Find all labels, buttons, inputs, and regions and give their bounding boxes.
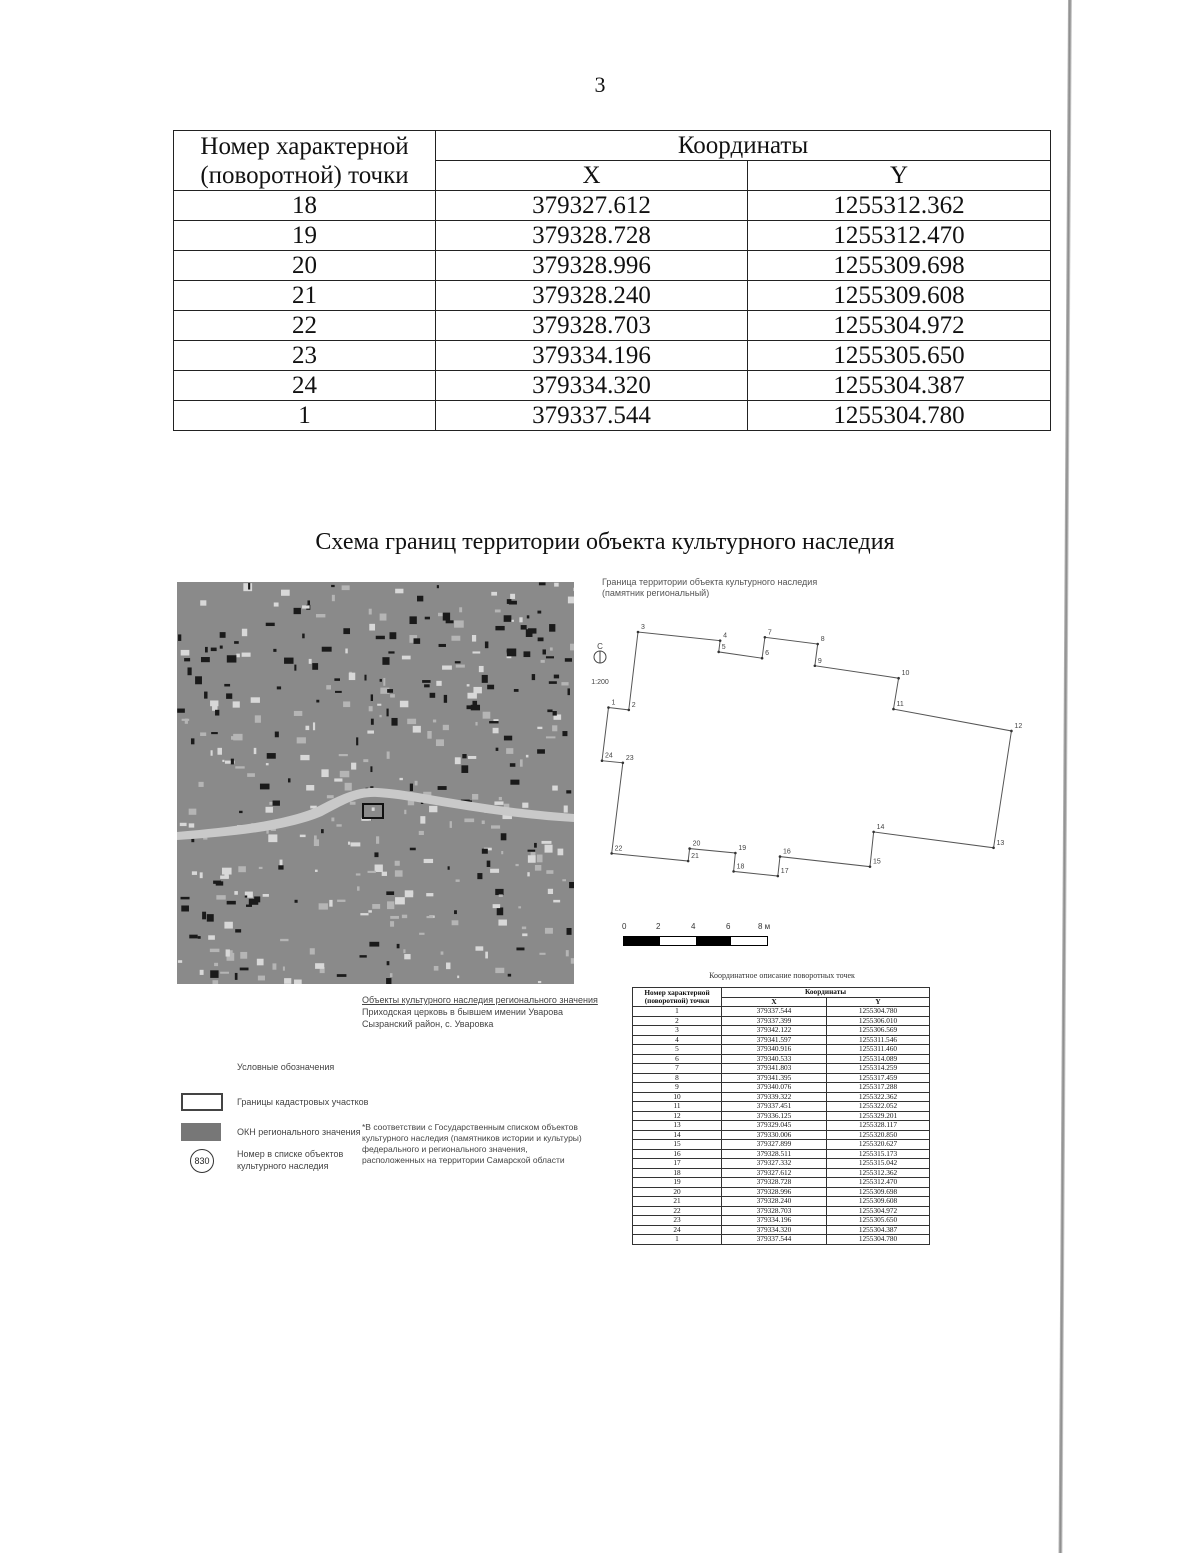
small-header-x: X	[722, 997, 827, 1007]
boundary-point	[869, 865, 872, 868]
boundary-point	[777, 875, 780, 878]
small-table-cell: 14	[633, 1130, 722, 1140]
small-table-cell: 379328.703	[722, 1206, 827, 1216]
small-table-cell: 379341.803	[722, 1064, 827, 1074]
point-number-cell: 19	[174, 221, 436, 251]
boundary-point-label: 9	[817, 657, 822, 665]
y-coordinate-cell: 1255304.780	[748, 401, 1051, 431]
boundary-point	[622, 761, 625, 764]
boundary-point	[610, 852, 613, 855]
boundary-point-label: 3	[641, 624, 645, 631]
boundary-point	[779, 855, 782, 858]
small-table-row	[633, 1178, 930, 1188]
boundary-point	[816, 643, 819, 646]
boundary-point-label: 18	[736, 863, 745, 871]
small-table-row	[633, 1045, 930, 1055]
boundary-point-label: 24	[605, 752, 613, 760]
boundary-point	[892, 708, 895, 711]
small-table-cell: 1255304.972	[827, 1206, 930, 1216]
boundary-point	[719, 639, 722, 642]
small-table-row	[633, 1235, 930, 1245]
boundary-point-label: 11	[896, 701, 904, 709]
small-table-cell: 379334.196	[722, 1216, 827, 1226]
small-table-cell: 6	[633, 1054, 722, 1064]
small-table-cell: 1255317.288	[827, 1083, 930, 1093]
boundary-point-label: 1	[611, 699, 616, 707]
small-table-cell: 379341.597	[722, 1035, 827, 1045]
small-table-cell: 1255312.470	[827, 1178, 930, 1188]
small-table-cell: 379334.320	[722, 1225, 827, 1235]
map-image	[177, 582, 574, 984]
boundary-point	[872, 831, 875, 834]
small-table-cell: 24	[633, 1225, 722, 1235]
small-table-cell: 379327.612	[722, 1168, 827, 1178]
small-header-coords: Координаты	[722, 988, 930, 998]
scale-tick-label: 6	[726, 922, 731, 931]
boundary-polygon	[602, 632, 1011, 876]
small-header-y: Y	[827, 997, 930, 1007]
small-table-cell: 4	[633, 1035, 722, 1045]
small-table-cell: 2	[633, 1016, 722, 1026]
boundary-point-label: 10	[901, 670, 910, 678]
boundary-point-label: 16	[782, 848, 791, 856]
table-row	[174, 221, 1051, 251]
x-coordinate-cell: 379337.544	[436, 401, 748, 431]
scale-bar	[623, 936, 768, 946]
legend-cadastral-swatch	[181, 1093, 223, 1111]
small-table-cell: 5	[633, 1045, 722, 1055]
boundary-point	[761, 657, 764, 660]
x-coordinate-cell: 379328.728	[436, 221, 748, 251]
north-arrow-icon	[594, 651, 606, 663]
boundary-point-label: 6	[765, 650, 769, 658]
boundary-point	[897, 677, 900, 680]
boundary-point	[687, 860, 690, 863]
boundary-point	[814, 664, 817, 667]
table-row	[174, 371, 1051, 401]
small-table-cell: 379341.395	[722, 1073, 827, 1083]
small-table-cell: 1255312.362	[827, 1168, 930, 1178]
small-table-cell: 379337.544	[722, 1235, 827, 1245]
boundary-point-label: 5	[721, 643, 726, 651]
legend-cadastral-label: Границы кадастровых участков	[237, 1097, 369, 1107]
boundary-point	[732, 870, 735, 873]
scale-tick-label: 0	[622, 922, 627, 931]
boundary-point-label: 2	[631, 701, 636, 709]
y-coordinate-cell: 1255309.608	[748, 281, 1051, 311]
table-row	[174, 401, 1051, 431]
table-row	[174, 191, 1051, 221]
x-coordinate-cell: 379334.196	[436, 341, 748, 371]
small-table-row	[633, 1026, 930, 1036]
small-table-cell: 379328.996	[722, 1187, 827, 1197]
small-table-cell: 379328.240	[722, 1197, 827, 1207]
scale-text: 1:200	[591, 679, 609, 686]
x-coordinate-cell: 379328.996	[436, 251, 748, 281]
legend-number-label: Номер в списке объектов культурного наследия	[237, 1149, 344, 1171]
map-caption-line: Объекты культурного наследия регионального значения	[362, 995, 598, 1005]
y-coordinate-cell: 1255312.362	[748, 191, 1051, 221]
small-table-row	[633, 1121, 930, 1131]
small-table-cell: 1255314.089	[827, 1054, 930, 1064]
small-table-cell: 1255304.780	[827, 1235, 930, 1245]
boundary-point-label: 7	[767, 629, 772, 637]
small-table-cell: 7	[633, 1064, 722, 1074]
small-table-cell: 1255320.850	[827, 1130, 930, 1140]
boundary-point-label: 4	[723, 632, 728, 640]
y-coordinate-cell: 1255312.470	[748, 221, 1051, 251]
map-caption-line: Сызранский район, с. Уваровка	[362, 1019, 494, 1029]
boundary-point-label: 15	[872, 858, 881, 866]
small-table-row	[633, 1064, 930, 1074]
small-table-cell: 1255322.362	[827, 1092, 930, 1102]
boundary-points	[601, 624, 1023, 877]
boundary-point-label: 21	[691, 853, 699, 861]
point-number-cell: 24	[174, 371, 436, 401]
boundary-diagram	[590, 610, 1050, 910]
boundary-point	[992, 846, 995, 849]
small-table-cell: 379340.076	[722, 1083, 827, 1093]
header-coordinates: Координаты	[436, 131, 1051, 161]
table-row	[174, 281, 1051, 311]
boundary-point	[764, 636, 767, 639]
x-coordinate-cell: 379334.320	[436, 371, 748, 401]
small-table-cell: 379339.322	[722, 1092, 827, 1102]
legend-heritage-label: ОКН регионального значения	[237, 1127, 361, 1137]
small-table-cell: 379340.533	[722, 1054, 827, 1064]
legend-heritage-swatch	[181, 1123, 221, 1141]
small-table-cell: 379337.544	[722, 1007, 827, 1017]
small-table-cell: 1255309.608	[827, 1197, 930, 1207]
small-table-cell: 1255320.627	[827, 1140, 930, 1150]
small-table-cell: 1255304.387	[827, 1225, 930, 1235]
small-table-cell: 1255328.117	[827, 1121, 930, 1131]
small-table-cell: 379328.728	[722, 1178, 827, 1188]
small-table-cell: 1255322.052	[827, 1102, 930, 1112]
boundary-point-label: 20	[692, 840, 701, 848]
boundary-point-label: 22	[614, 845, 623, 853]
small-table-cell: 1	[633, 1007, 722, 1017]
boundary-point	[717, 651, 720, 654]
small-table-cell: 379337.399	[722, 1016, 827, 1026]
page-number: 3	[594, 72, 606, 97]
small-table-row	[633, 1216, 930, 1226]
scale-labels	[620, 922, 780, 934]
boundary-point	[607, 706, 610, 709]
legend-number-badge: 830	[190, 1149, 214, 1173]
map-caption-line: Приходская церковь в бывшем имении Уварова	[362, 1007, 563, 1017]
small-table-cell: 379336.125	[722, 1111, 827, 1121]
small-table-cell: 17	[633, 1159, 722, 1169]
small-table-cell: 12	[633, 1111, 722, 1121]
boundary-point-label: 12	[1014, 722, 1023, 730]
boundary-point	[601, 759, 604, 762]
boundary-point	[627, 709, 630, 712]
north-label: С	[597, 642, 603, 651]
small-table-row	[633, 1140, 930, 1150]
small-table-cell: 379327.899	[722, 1140, 827, 1150]
small-table-cell: 1255311.546	[827, 1035, 930, 1045]
small-table-cell: 1	[633, 1235, 722, 1245]
small-table-cell: 1255304.780	[827, 1007, 930, 1017]
small-table-cell: 1255306.010	[827, 1016, 930, 1026]
scale-tick-label: 8 м	[758, 922, 771, 931]
small-table-cell: 3	[633, 1026, 722, 1036]
coordinates-table-body	[174, 191, 1051, 431]
table-row	[174, 341, 1051, 371]
scheme-title: Схема границ территории объекта культурного наследия	[315, 529, 895, 555]
x-coordinate-cell: 379327.612	[436, 191, 748, 221]
small-table-cell: 23	[633, 1216, 722, 1226]
small-table-cell: 379330.006	[722, 1130, 827, 1140]
small-table-cell: 20	[633, 1187, 722, 1197]
legend-footnote: *В соответствии с Государственным списком объектов культурного наследия (памятников истории и культуры) федерального и регионального значения, расположенных на территории Самарской области	[362, 1122, 582, 1165]
small-table-row	[633, 1197, 930, 1207]
small-table-cell: 15	[633, 1140, 722, 1150]
header-y: Y	[748, 161, 1051, 191]
boundary-point-label: 17	[780, 868, 789, 876]
header-x: X	[436, 161, 748, 191]
small-table-cell: 1255314.259	[827, 1064, 930, 1074]
small-table-cell: 1255306.569	[827, 1026, 930, 1036]
boundary-point	[734, 852, 737, 855]
header-point-number: Номер характерной (поворотной) точки	[174, 131, 436, 191]
small-table-caption: Координатное описание поворотных точек	[709, 971, 855, 980]
small-table-cell: 379340.916	[722, 1045, 827, 1055]
point-number-cell: 21	[174, 281, 436, 311]
scale-tick-label: 2	[656, 922, 661, 931]
point-number-cell: 20	[174, 251, 436, 281]
small-table-cell: 11	[633, 1102, 722, 1112]
boundary-point	[688, 847, 691, 850]
table-row	[174, 311, 1051, 341]
boundary-point	[1010, 730, 1013, 733]
small-table-cell: 19	[633, 1178, 722, 1188]
boundary-title	[602, 577, 817, 599]
small-table-cell: 379329.045	[722, 1121, 827, 1131]
y-coordinate-cell: 1255305.650	[748, 341, 1051, 371]
small-table-cell: 16	[633, 1149, 722, 1159]
table-header-row	[174, 131, 1051, 161]
small-table-cell: 1255315.173	[827, 1149, 930, 1159]
small-table-cell: 8	[633, 1073, 722, 1083]
x-coordinate-cell: 379328.240	[436, 281, 748, 311]
small-table-row	[633, 1083, 930, 1093]
scan-page-edge	[1059, 0, 1072, 1553]
x-coordinate-cell: 379328.703	[436, 311, 748, 341]
small-table-cell: 21	[633, 1197, 722, 1207]
table-row	[174, 251, 1051, 281]
small-table-body	[633, 1007, 930, 1245]
point-number-cell: 1	[174, 401, 436, 431]
small-table-cell: 18	[633, 1168, 722, 1178]
y-coordinate-cell: 1255304.387	[748, 371, 1051, 401]
small-table-cell: 1255317.459	[827, 1073, 930, 1083]
small-table-row	[633, 1159, 930, 1169]
boundary-point-label: 13	[996, 839, 1005, 847]
point-number-cell: 22	[174, 311, 436, 341]
small-table-cell: 22	[633, 1206, 722, 1216]
small-table-cell: 1255315.042	[827, 1159, 930, 1169]
small-table-cell: 1255309.698	[827, 1187, 930, 1197]
small-table-row	[633, 1102, 930, 1112]
point-number-cell: 18	[174, 191, 436, 221]
point-number-cell: 23	[174, 341, 436, 371]
y-coordinate-cell: 1255304.972	[748, 311, 1051, 341]
y-coordinate-cell: 1255309.698	[748, 251, 1051, 281]
small-table-cell: 379327.332	[722, 1159, 827, 1169]
small-table-cell: 1255305.650	[827, 1216, 930, 1226]
legend-title: Условные обозначения	[237, 1062, 335, 1072]
small-table-cell: 379342.122	[722, 1026, 827, 1036]
boundary-point-label: 19	[738, 845, 747, 853]
boundary-title-line: Граница территории объекта культурного наследия	[602, 577, 818, 587]
satellite-map	[177, 582, 574, 984]
map-caption	[362, 994, 598, 1030]
small-table-row	[633, 1007, 930, 1017]
small-table-cell: 10	[633, 1092, 722, 1102]
boundary-point-label: 8	[820, 635, 825, 643]
boundary-point-label: 14	[876, 823, 885, 831]
boundary-point-label: 23	[625, 754, 634, 762]
small-header-point: Номер характерной (поворотной) точки	[633, 988, 722, 1007]
small-table-cell: 1255311.460	[827, 1045, 930, 1055]
small-table-cell: 9	[633, 1083, 722, 1093]
small-coordinates-table	[632, 987, 930, 1245]
small-table-cell: 13	[633, 1121, 722, 1131]
boundary-point	[637, 631, 640, 634]
scale-tick-label: 4	[691, 922, 696, 931]
coordinates-table	[173, 130, 1051, 431]
boundary-title-line: (памятник региональный)	[602, 588, 710, 598]
small-table-cell: 1255329.201	[827, 1111, 930, 1121]
small-table-cell: 379328.511	[722, 1149, 827, 1159]
small-table-cell: 379337.451	[722, 1102, 827, 1112]
